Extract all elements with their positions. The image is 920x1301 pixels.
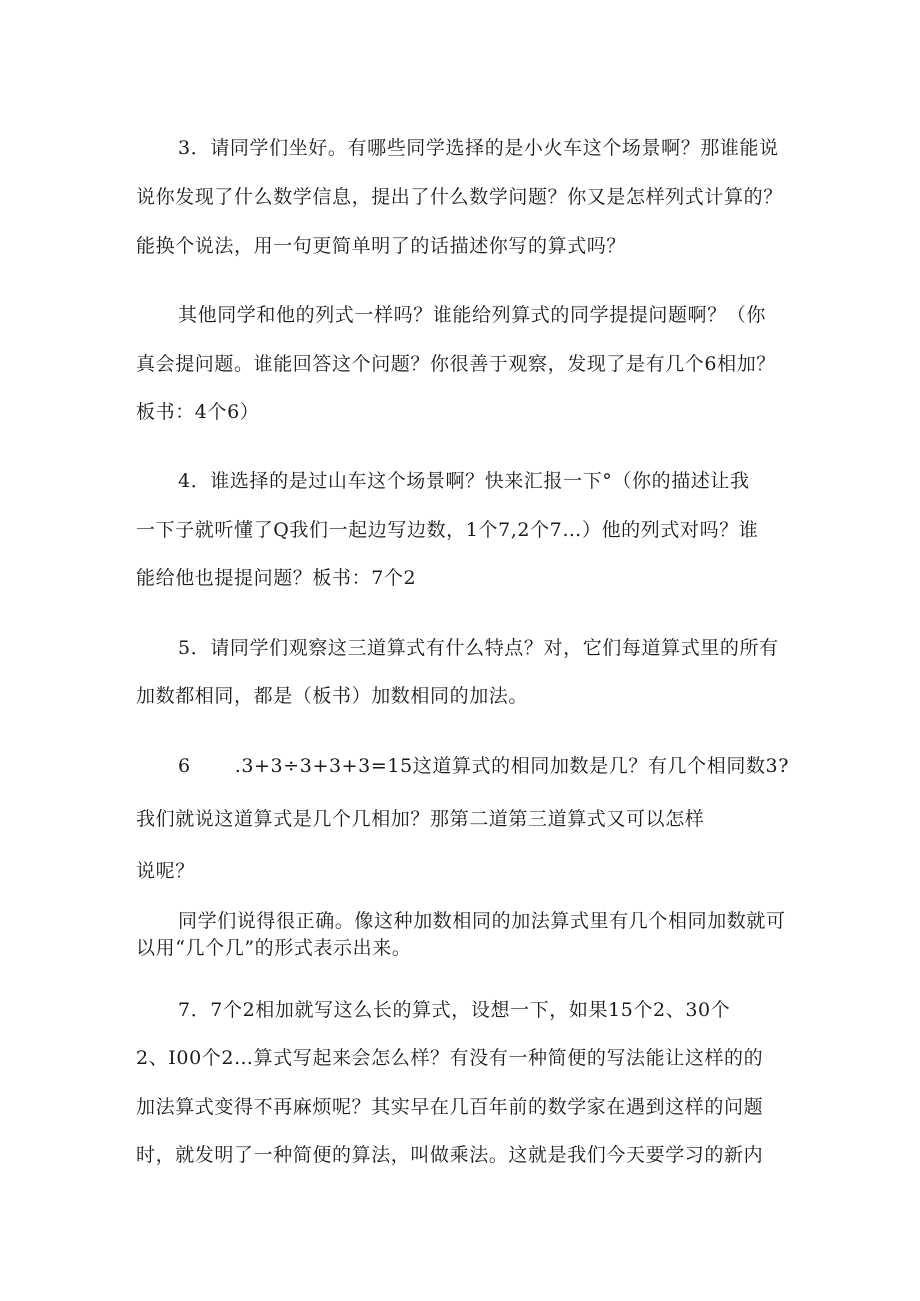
paragraph-4-line-3: 能给他也提提问题？板书：7个2 [136,567,417,589]
paragraph-3-line-3: 能换个说法，用一句更简单明了的话描述你写的算式吗？ [136,235,627,257]
paragraph-3-line-1: 3．请同学们坐好。有哪些同学选择的是小火车这个场景啊？那谁能说 [178,137,779,159]
paragraph-6b-line-2: 以用“几个几”的形式表示出来。 [136,937,412,959]
paragraph-3b-line-3: 板书：4个6） [136,401,260,423]
paragraph-6b-line-1: 同学们说得很正确。像这种加数相同的加法算式里有几个相同加数就可 [178,910,786,932]
paragraph-7-line-3: 加法算式变得不再麻烦呢？其实早在几百年前的数学家在遇到这样的问题 [136,1096,764,1118]
paragraph-4-line-2: 一下子就听懂了Q我们一起边写边数，1个7,2个7…）他的列式对吗？谁 [136,519,759,541]
paragraph-6-line-3: 说呢？ [136,860,195,882]
paragraph-7-line-4: 时，就发明了一种简便的算法，叫做乘法。这就是我们今天要学习的新内 [136,1144,764,1166]
paragraph-3-line-2: 说你发现了什么数学信息，提出了什么数学问题？你又是怎样列式计算的？ [136,186,783,208]
paragraph-7-line-1: 7．7个2相加就写这么长的算式，设想一下，如果15个2、30个 [178,999,731,1021]
paragraph-4-line-1: 4．谁选择的是过山车这个场景啊？快来汇报一下°（你的描述让我 [178,470,750,492]
paragraph-6-line-1 [178,754,789,778]
paragraph-3b-line-2: 真会提问题。谁能回答这个问题？你很善于观察，发现了是有几个6相加？ [136,353,776,375]
paragraph-6-line-2: 我们就说这道算式是几个几相加？那第二道第三道算式又可以怎样 [136,808,705,830]
paragraph-5-line-1: 5．请同学们观察这三道算式有什么特点？对，它们每道算式里的所有 [178,637,779,659]
paragraph-6-number: 6 [178,755,191,777]
paragraph-3b-line-1: 其他同学和他的列式一样吗？谁能给列算式的同学提提问题啊？（你 [178,304,767,326]
paragraph-6-line-1-text: .3+3÷3+3+3=15这道算式的相同加数是几？有几个相同数3? [234,755,790,777]
paragraph-5-line-2: 加数都相同，都是（板书）加数相同的加法。 [136,685,529,707]
paragraph-7-line-2: 2、I00个2…算式写起来会怎么样？有没有一种简便的写法能让这样的的 [136,1047,764,1069]
